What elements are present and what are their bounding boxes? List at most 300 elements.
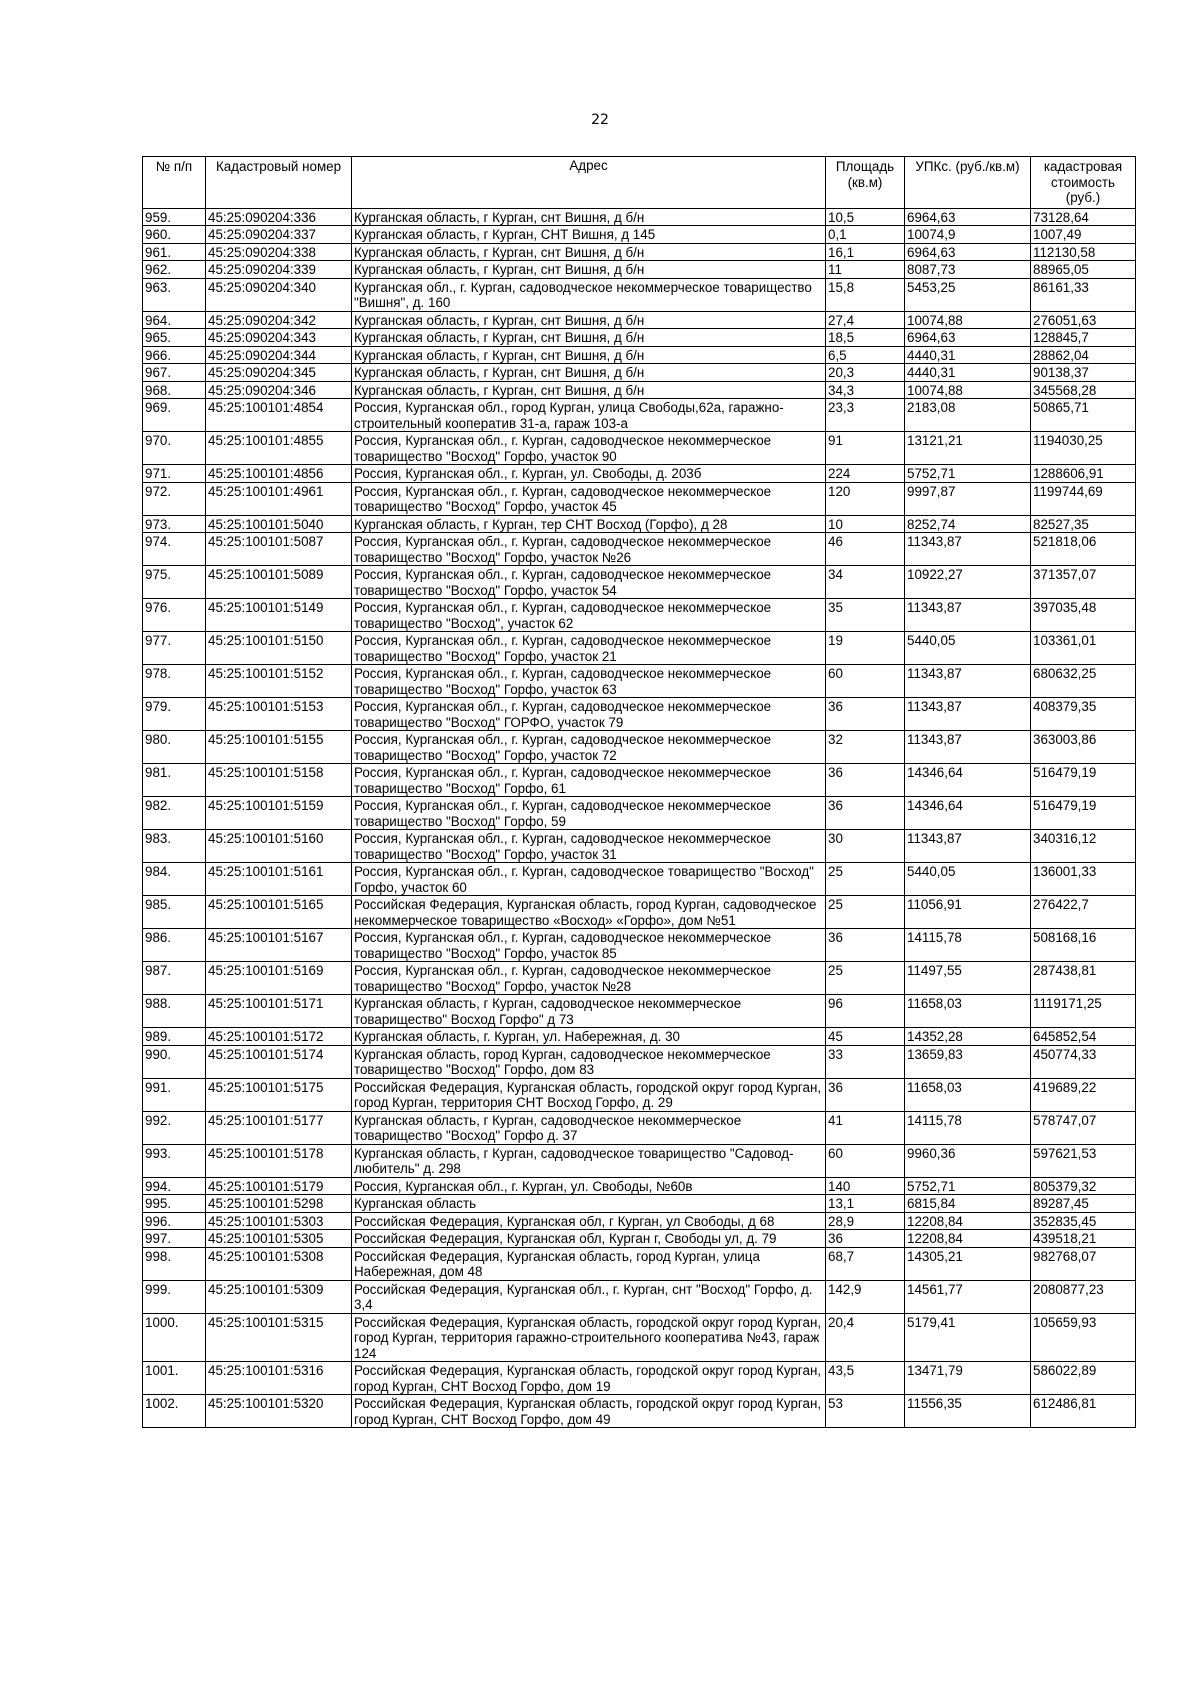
cadastral-number: 45:25:100101:5149: [206, 599, 352, 632]
cadastral-number: 45:25:090204:338: [206, 243, 352, 261]
table-row: [143, 1230, 1136, 1248]
cadastral-value: 112130,58: [1031, 243, 1136, 261]
table-row: [143, 1362, 1136, 1395]
row-number: 997.: [143, 1230, 206, 1248]
upks: 11343,87: [905, 665, 1031, 698]
area: 43,5: [826, 1362, 905, 1395]
row-number: 984.: [143, 863, 206, 896]
address: Россия, Курганская обл., г. Курган, садоводческое некоммерческое товарищество "Восход" Горфо, участок 72: [352, 731, 826, 764]
cadastral-value: 408379,35: [1031, 698, 1136, 731]
upks: 11343,87: [905, 830, 1031, 863]
table-row: [143, 346, 1136, 364]
cadastral-number: 45:25:100101:5315: [206, 1313, 352, 1362]
address: Курганская область, г Курган, СНТ Вишня, д 145: [352, 226, 826, 244]
cadastral-value: 345568,28: [1031, 381, 1136, 399]
cadastral-value: 508168,16: [1031, 929, 1136, 962]
address: Россия, Курганская обл., г. Курган, садоводческое некоммерческое товарищество "Восход" Горфо, участок 54: [352, 566, 826, 599]
cadastral-number: 45:25:090204:346: [206, 381, 352, 399]
upks: 11658,03: [905, 1078, 1031, 1111]
table-row: [143, 1313, 1136, 1362]
upks: 11343,87: [905, 533, 1031, 566]
cadastral-value: 88965,05: [1031, 261, 1136, 279]
address: Россия, Курганская обл., г. Курган, садоводческое некоммерческое товарищество "Восход" Горфо, участок 90: [352, 432, 826, 465]
row-number: 989.: [143, 1028, 206, 1046]
cadastral-number: 45:25:100101:5320: [206, 1395, 352, 1428]
table-row: [143, 797, 1136, 830]
row-number: 985.: [143, 896, 206, 929]
cadastral-number: 45:25:100101:5152: [206, 665, 352, 698]
row-number: 959.: [143, 208, 206, 226]
area: 19: [826, 632, 905, 665]
row-number: 994.: [143, 1177, 206, 1195]
row-number: 974.: [143, 533, 206, 566]
table-row: [143, 329, 1136, 347]
upks: 14346,64: [905, 797, 1031, 830]
row-number: 962.: [143, 261, 206, 279]
table-row: [143, 465, 1136, 483]
cadastral-value: 287438,81: [1031, 962, 1136, 995]
cadastral-number: 45:25:100101:5178: [206, 1144, 352, 1177]
area: 20,4: [826, 1313, 905, 1362]
row-number: 1000.: [143, 1313, 206, 1362]
area: 53: [826, 1395, 905, 1428]
row-number: 992.: [143, 1111, 206, 1144]
cadastral-number: 45:25:100101:5298: [206, 1195, 352, 1213]
row-number: 970.: [143, 432, 206, 465]
cadastral-number: 45:25:100101:5160: [206, 830, 352, 863]
address: Курганская область, г Курган, снт Вишня, д б/н: [352, 381, 826, 399]
table-row: [143, 1247, 1136, 1280]
address: Курганская область, г Курган, снт Вишня, д б/н: [352, 208, 826, 226]
address: Россия, Курганская обл., г. Курган, садоводческое некоммерческое товарищество "Восход" Горфо, участок 21: [352, 632, 826, 665]
address: Российская Федерация, Курганская область, городской округ город Курган, город Курган, территория СНТ Восход Горфо, д. 29: [352, 1078, 826, 1111]
address: Российская Федерация, Курганская обл, Курган г, Свободы ул, д. 79: [352, 1230, 826, 1248]
table-row: [143, 311, 1136, 329]
area: 68,7: [826, 1247, 905, 1280]
area: 224: [826, 465, 905, 483]
area: 6,5: [826, 346, 905, 364]
address: Российская Федерация, Курганская обл., г. Курган, снт "Восход" Горфо, д. 3,4: [352, 1280, 826, 1313]
upks: 6964,63: [905, 208, 1031, 226]
cadastral-value: 50865,71: [1031, 399, 1136, 432]
cadastral-value: 982768,07: [1031, 1247, 1136, 1280]
area: 10,5: [826, 208, 905, 226]
upks: 11056,91: [905, 896, 1031, 929]
cadastral-number: 45:25:100101:5167: [206, 929, 352, 962]
cadastral-number: 45:25:100101:5153: [206, 698, 352, 731]
cadastral-number: 45:25:090204:337: [206, 226, 352, 244]
table-row: [143, 1045, 1136, 1078]
address: Российская Федерация, Курганская область, городской округ город Курган, город Курган, СНТ Восход Горфо, дом 19: [352, 1362, 826, 1395]
cadastral-table: [142, 156, 1136, 1428]
upks: 11497,55: [905, 962, 1031, 995]
row-number: 987.: [143, 962, 206, 995]
upks: 11343,87: [905, 698, 1031, 731]
upks: 14346,64: [905, 764, 1031, 797]
table-row: [143, 731, 1136, 764]
area: 28,9: [826, 1212, 905, 1230]
area: 91: [826, 432, 905, 465]
upks: 14352,28: [905, 1028, 1031, 1046]
row-number: 986.: [143, 929, 206, 962]
table-row: [143, 830, 1136, 863]
row-number: 982.: [143, 797, 206, 830]
cadastral-value: 645852,54: [1031, 1028, 1136, 1046]
address: Россия, Курганская обл., г. Курган, садоводческое некоммерческое товарищество "Восход" ГОРФО, участок 79: [352, 698, 826, 731]
address: Курганская область, г Курган, снт Вишня, д б/н: [352, 346, 826, 364]
upks: 8252,74: [905, 515, 1031, 533]
address: Россия, Курганская обл., г. Курган, садоводческое некоммерческое товарищество "Восход" Горфо, участок №28: [352, 962, 826, 995]
upks: 6964,63: [905, 329, 1031, 347]
header-upks: УПКс. (руб./кв.м): [905, 157, 1031, 209]
cadastral-value: 521818,06: [1031, 533, 1136, 566]
cadastral-number: 45:25:100101:4855: [206, 432, 352, 465]
upks: 11556,35: [905, 1395, 1031, 1428]
address: Курганская область, г Курган, снт Вишня, д б/н: [352, 329, 826, 347]
table-row: [143, 432, 1136, 465]
address: Курганская область, г Курган, садоводческое товарищество "Садовод-любитель" д. 298: [352, 1144, 826, 1177]
row-number: 972.: [143, 482, 206, 515]
cadastral-value: 1199744,69: [1031, 482, 1136, 515]
row-number: 980.: [143, 731, 206, 764]
cadastral-number: 45:25:090204:336: [206, 208, 352, 226]
header-area: Площадь (кв.м): [826, 157, 905, 209]
cadastral-number: 45:25:100101:5155: [206, 731, 352, 764]
cadastral-value: 1119171,25: [1031, 995, 1136, 1028]
row-number: 981.: [143, 764, 206, 797]
cadastral-number: 45:25:100101:5169: [206, 962, 352, 995]
cadastral-number: 45:25:100101:5089: [206, 566, 352, 599]
area: 16,1: [826, 243, 905, 261]
cadastral-value: 363003,86: [1031, 731, 1136, 764]
cadastral-value: 1194030,25: [1031, 432, 1136, 465]
address: Россия, Курганская обл., г. Курган, садоводческое некоммерческое товарищество "Восход", участок 62: [352, 599, 826, 632]
area: 60: [826, 665, 905, 698]
cadastral-number: 45:25:100101:5303: [206, 1212, 352, 1230]
address: Курганская область, г Курган, садоводческое некоммерческое товарищество" Восход Горфо" д 73: [352, 995, 826, 1028]
area: 10: [826, 515, 905, 533]
upks: 5453,25: [905, 278, 1031, 311]
upks: 12208,84: [905, 1212, 1031, 1230]
upks: 11343,87: [905, 731, 1031, 764]
cadastral-number: 45:25:100101:5179: [206, 1177, 352, 1195]
upks: 6815,84: [905, 1195, 1031, 1213]
table-row: [143, 533, 1136, 566]
cadastral-number: 45:25:090204:345: [206, 364, 352, 382]
row-number: 983.: [143, 830, 206, 863]
cadastral-number: 45:25:100101:5308: [206, 1247, 352, 1280]
area: 35: [826, 599, 905, 632]
area: 13,1: [826, 1195, 905, 1213]
address: Российская Федерация, Курганская область, город Курган, улица Набережная, дом 48: [352, 1247, 826, 1280]
upks: 6964,63: [905, 243, 1031, 261]
address: Россия, Курганская обл., г. Курган, садоводческое некоммерческое товарищество "Восход" Горфо, участок 63: [352, 665, 826, 698]
row-number: 967.: [143, 364, 206, 382]
row-number: 991.: [143, 1078, 206, 1111]
area: 34: [826, 566, 905, 599]
cadastral-value: 105659,93: [1031, 1313, 1136, 1362]
cadastral-value: 82527,35: [1031, 515, 1136, 533]
upks: 9960,36: [905, 1144, 1031, 1177]
address: Россия, Курганская обл., г. Курган, ул. Свободы, №60в: [352, 1177, 826, 1195]
cadastral-value: 28862,04: [1031, 346, 1136, 364]
area: 34,3: [826, 381, 905, 399]
cadastral-value: 578747,07: [1031, 1111, 1136, 1144]
cadastral-number: 45:25:100101:5172: [206, 1028, 352, 1046]
cadastral-number: 45:25:100101:5305: [206, 1230, 352, 1248]
area: 18,5: [826, 329, 905, 347]
table-row: [143, 599, 1136, 632]
address: Курганская область, г Курган, снт Вишня, д б/н: [352, 261, 826, 279]
address: Россия, Курганская обл., г. Курган, садоводческое некоммерческое товарищество "Восход" Горфо, участок 85: [352, 929, 826, 962]
cadastral-number: 45:25:100101:5174: [206, 1045, 352, 1078]
header-cadastral-number: Кадастровый номер: [206, 157, 352, 209]
upks: 4440,31: [905, 346, 1031, 364]
table-row: [143, 566, 1136, 599]
table-row: [143, 632, 1136, 665]
cadastral-value: 1007,49: [1031, 226, 1136, 244]
cadastral-value: 276051,63: [1031, 311, 1136, 329]
cadastral-number: 45:25:100101:5158: [206, 764, 352, 797]
address: Курганская область: [352, 1195, 826, 1213]
upks: 10074,88: [905, 381, 1031, 399]
cadastral-value: 516479,19: [1031, 764, 1136, 797]
cadastral-number: 45:25:100101:5040: [206, 515, 352, 533]
page-number: 22: [591, 112, 609, 128]
table-row: [143, 1177, 1136, 1195]
area: 30: [826, 830, 905, 863]
row-number: 979.: [143, 698, 206, 731]
area: 36: [826, 1230, 905, 1248]
address: Российская Федерация, Курганская область, городской округ город Курган, город Курган, территория гаражно-строительного кооператива №43, гараж 124: [352, 1313, 826, 1362]
cadastral-value: 450774,33: [1031, 1045, 1136, 1078]
upks: 10074,88: [905, 311, 1031, 329]
address: Российская Федерация, Курганская обл, г Курган, ул Свободы, д 68: [352, 1212, 826, 1230]
table-row: [143, 863, 1136, 896]
upks: 5179,41: [905, 1313, 1031, 1362]
table-row: [143, 1195, 1136, 1213]
row-number: 978.: [143, 665, 206, 698]
table-row: [143, 962, 1136, 995]
row-number: 968.: [143, 381, 206, 399]
area: 36: [826, 1078, 905, 1111]
address: Россия, Курганская обл., г. Курган, ул. Свободы, д. 203б: [352, 465, 826, 483]
table-row: [143, 896, 1136, 929]
address: Курганская область, г. Курган, ул. Набережная, д. 30: [352, 1028, 826, 1046]
row-number: 999.: [143, 1280, 206, 1313]
upks: 14561,77: [905, 1280, 1031, 1313]
upks: 12208,84: [905, 1230, 1031, 1248]
row-number: 976.: [143, 599, 206, 632]
row-number: 996.: [143, 1212, 206, 1230]
area: 27,4: [826, 311, 905, 329]
area: 11: [826, 261, 905, 279]
cadastral-value: 439518,21: [1031, 1230, 1136, 1248]
area: 140: [826, 1177, 905, 1195]
cadastral-value: 103361,01: [1031, 632, 1136, 665]
cadastral-value: 397035,48: [1031, 599, 1136, 632]
address: Курганская обл., г. Курган, садоводческое некоммерческое товарищество "Вишня", д. 160: [352, 278, 826, 311]
address: Курганская область, г Курган, садоводческое некоммерческое товарищество "Восход" Горфо д. 37: [352, 1111, 826, 1144]
cadastral-number: 45:25:100101:5159: [206, 797, 352, 830]
row-number: 969.: [143, 399, 206, 432]
address: Россия, Курганская обл., г. Курган, садоводческое некоммерческое товарищество "Восход" Горфо, 61: [352, 764, 826, 797]
area: 46: [826, 533, 905, 566]
row-number: 961.: [143, 243, 206, 261]
row-number: 963.: [143, 278, 206, 311]
cadastral-number: 45:25:090204:343: [206, 329, 352, 347]
address: Россия, Курганская обл., г. Курган, садоводческое некоммерческое товарищество "Восход" Горфо, участок 31: [352, 830, 826, 863]
upks: 5752,71: [905, 465, 1031, 483]
row-number: 960.: [143, 226, 206, 244]
cadastral-value: 90138,37: [1031, 364, 1136, 382]
cadastral-number: 45:25:100101:4854: [206, 399, 352, 432]
cadastral-value: 612486,81: [1031, 1395, 1136, 1428]
table-row: [143, 665, 1136, 698]
area: 142,9: [826, 1280, 905, 1313]
row-number: 990.: [143, 1045, 206, 1078]
upks: 5440,05: [905, 632, 1031, 665]
area: 36: [826, 764, 905, 797]
address: Курганская область, г Курган, снт Вишня, д б/н: [352, 364, 826, 382]
table-row: [143, 515, 1136, 533]
address: Курганская область, г Курган, снт Вишня, д б/н: [352, 311, 826, 329]
cadastral-value: 516479,19: [1031, 797, 1136, 830]
cadastral-value: 89287,45: [1031, 1195, 1136, 1213]
row-number: 966.: [143, 346, 206, 364]
row-number: 1001.: [143, 1362, 206, 1395]
cadastral-value: 1288606,91: [1031, 465, 1136, 483]
table-row: [143, 482, 1136, 515]
area: 45: [826, 1028, 905, 1046]
cadastral-value: 128845,7: [1031, 329, 1136, 347]
cadastral-number: 45:25:100101:5316: [206, 1362, 352, 1395]
upks: 2183,08: [905, 399, 1031, 432]
area: 36: [826, 797, 905, 830]
address: Российская Федерация, Курганская область, городской округ город Курган, город Курган, СНТ Восход Горфо, дом 49: [352, 1395, 826, 1428]
table-row: [143, 208, 1136, 226]
table-row: [143, 1144, 1136, 1177]
cadastral-number: 45:25:090204:342: [206, 311, 352, 329]
cadastral-number: 45:25:100101:5175: [206, 1078, 352, 1111]
area: 25: [826, 962, 905, 995]
cadastral-number: 45:25:100101:5177: [206, 1111, 352, 1144]
cadastral-number: 45:25:100101:4961: [206, 482, 352, 515]
cadastral-number: 45:25:100101:5161: [206, 863, 352, 896]
cadastral-value: 371357,07: [1031, 566, 1136, 599]
table-row: [143, 399, 1136, 432]
area: 25: [826, 896, 905, 929]
header-address: Адрес: [352, 157, 826, 209]
table-row: [143, 381, 1136, 399]
area: 120: [826, 482, 905, 515]
table-row: [143, 364, 1136, 382]
cadastral-number: 45:25:090204:340: [206, 278, 352, 311]
area: 60: [826, 1144, 905, 1177]
upks: 14305,21: [905, 1247, 1031, 1280]
cadastral-value: 419689,22: [1031, 1078, 1136, 1111]
address: Курганская область, г Курган, тер СНТ Восход (Горфо), д 28: [352, 515, 826, 533]
row-number: 964.: [143, 311, 206, 329]
row-number: 998.: [143, 1247, 206, 1280]
area: 33: [826, 1045, 905, 1078]
upks: 9997,87: [905, 482, 1031, 515]
upks: 5752,71: [905, 1177, 1031, 1195]
table-row: [143, 1111, 1136, 1144]
address: Россия, Курганская обл., г. Курган, садоводческое товарищество "Восход" Горфо, участок 60: [352, 863, 826, 896]
table-row: [143, 226, 1136, 244]
table-row: [143, 261, 1136, 279]
header-cadastral-value: кадастровая стоимость (руб.): [1031, 157, 1136, 209]
table-row: [143, 1395, 1136, 1428]
row-number: 973.: [143, 515, 206, 533]
address: Российская Федерация, Курганская область, город Курган, садоводческое некоммерческое товарищество «Восход» «Горфо», дом №51: [352, 896, 826, 929]
row-number: 971.: [143, 465, 206, 483]
area: 36: [826, 698, 905, 731]
table-row: [143, 1078, 1136, 1111]
area: 20,3: [826, 364, 905, 382]
area: 0,1: [826, 226, 905, 244]
cadastral-value: 340316,12: [1031, 830, 1136, 863]
address: Россия, Курганская обл., г. Курган, садоводческое некоммерческое товарищество "Восход" Горфо, 59: [352, 797, 826, 830]
row-number: 1002.: [143, 1395, 206, 1428]
row-number: 988.: [143, 995, 206, 1028]
table-row: [143, 1028, 1136, 1046]
table-row: [143, 764, 1136, 797]
table-row: [143, 929, 1136, 962]
upks: 14115,78: [905, 1111, 1031, 1144]
cadastral-value: 680632,25: [1031, 665, 1136, 698]
header-num: № п/п: [143, 157, 206, 209]
upks: 14115,78: [905, 929, 1031, 962]
cadastral-number: 45:25:100101:5087: [206, 533, 352, 566]
upks: 11658,03: [905, 995, 1031, 1028]
upks: 13121,21: [905, 432, 1031, 465]
table-row: [143, 698, 1136, 731]
cadastral-value: 352835,45: [1031, 1212, 1136, 1230]
cadastral-value: 136001,33: [1031, 863, 1136, 896]
upks: 11343,87: [905, 599, 1031, 632]
table-row: [143, 243, 1136, 261]
table-body: [143, 208, 1136, 1428]
cadastral-number: 45:25:090204:339: [206, 261, 352, 279]
area: 32: [826, 731, 905, 764]
table-row: [143, 1280, 1136, 1313]
cadastral-number: 45:25:100101:5309: [206, 1280, 352, 1313]
area: 23,3: [826, 399, 905, 432]
upks: 10074,9: [905, 226, 1031, 244]
area: 96: [826, 995, 905, 1028]
address: Россия, Курганская обл., город Курган, улица Свободы,62а, гаражно-строительный кооператив 31-а, гараж 103-а: [352, 399, 826, 432]
row-number: 965.: [143, 329, 206, 347]
upks: 4440,31: [905, 364, 1031, 382]
upks: 10922,27: [905, 566, 1031, 599]
area: 15,8: [826, 278, 905, 311]
address: Курганская область, город Курган, садоводческое некоммерческое товарищество "Восход" Горфо, дом 83: [352, 1045, 826, 1078]
cadastral-number: 45:25:100101:5165: [206, 896, 352, 929]
cadastral-value: 276422,7: [1031, 896, 1136, 929]
upks: 5440,05: [905, 863, 1031, 896]
cadastral-number: 45:25:100101:4856: [206, 465, 352, 483]
cadastral-value: 2080877,23: [1031, 1280, 1136, 1313]
address: Курганская область, г Курган, снт Вишня, д б/н: [352, 243, 826, 261]
cadastral-value: 805379,32: [1031, 1177, 1136, 1195]
upks: 8087,73: [905, 261, 1031, 279]
cadastral-value: 597621,53: [1031, 1144, 1136, 1177]
upks: 13471,79: [905, 1362, 1031, 1395]
cadastral-value: 73128,64: [1031, 208, 1136, 226]
cadastral-number: 45:25:090204:344: [206, 346, 352, 364]
